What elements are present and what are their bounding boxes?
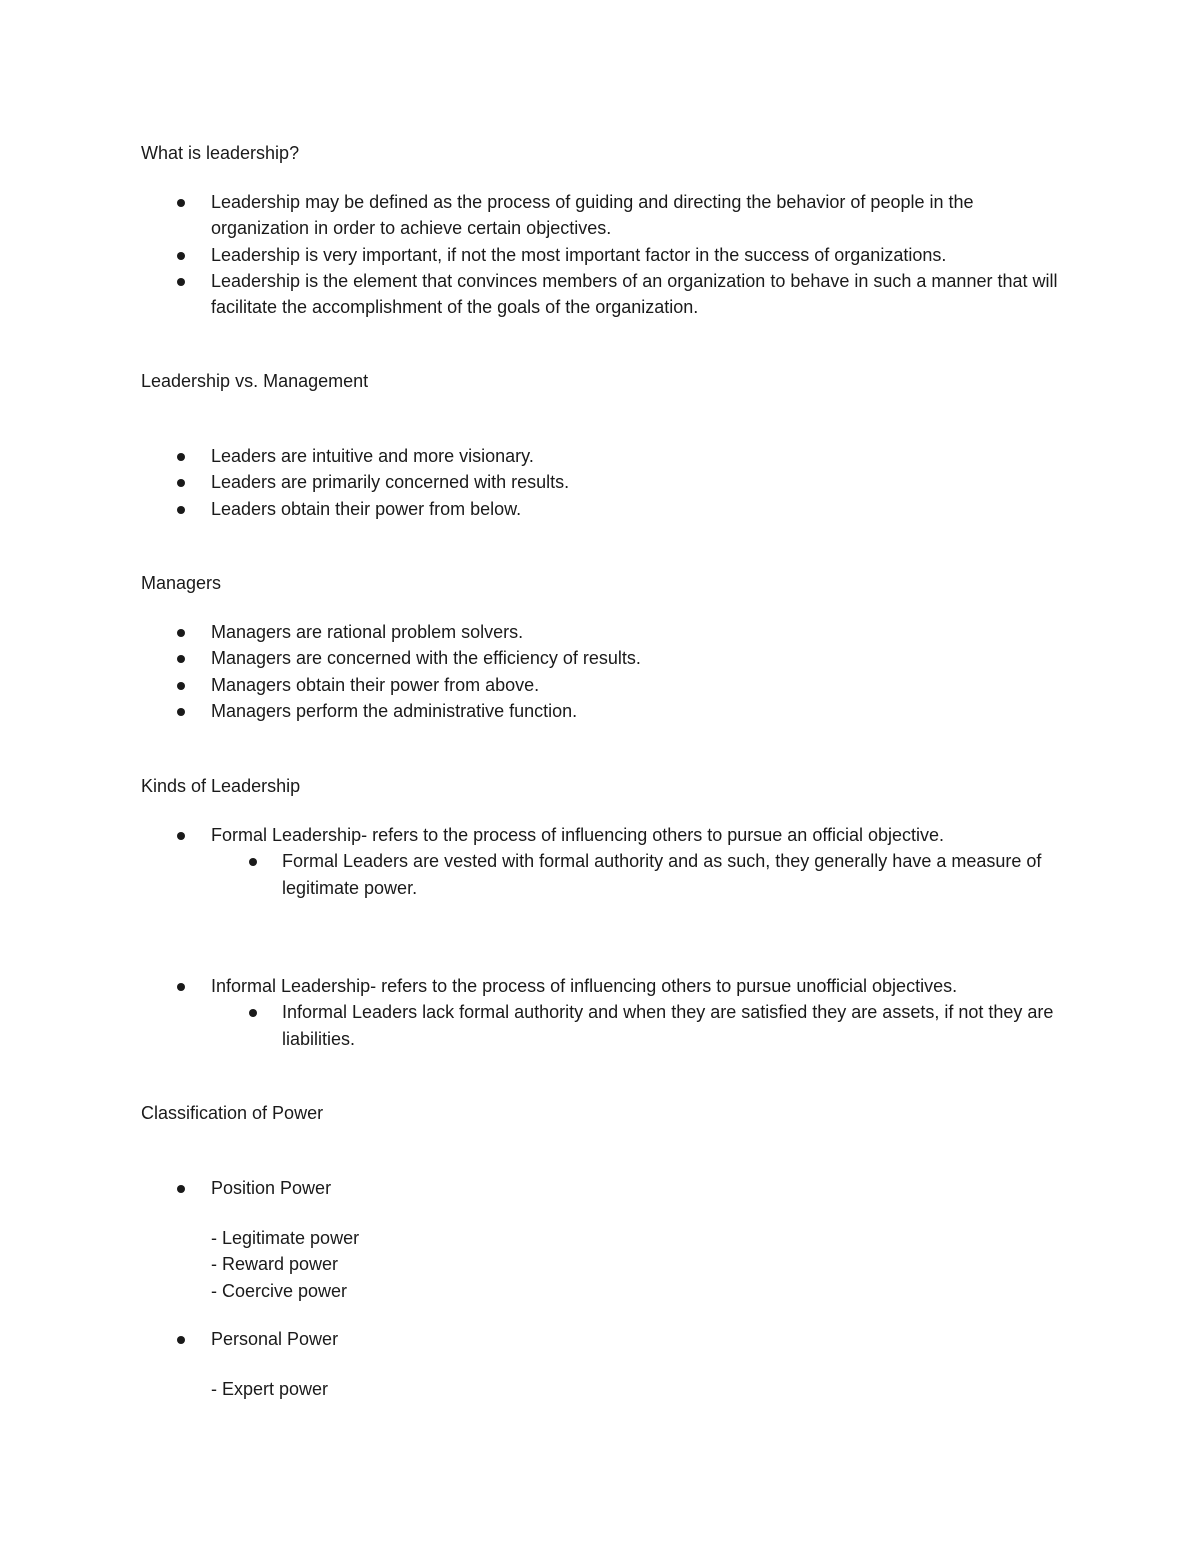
- list-item-formal-leadership: Formal Leadership- refers to the process of influencing others to pursue an official objective.: [0, 822, 1200, 848]
- sub-list-item-formal-leaders: Formal Leaders are vested with formal authority and as such, they generally have a measure of legitimate power.: [0, 848, 1200, 901]
- leadership-definition-list: [0, 189, 1200, 320]
- power-type-item: - Coercive power: [211, 1280, 348, 1301]
- power-type-item: - Expert power: [211, 1379, 329, 1399]
- list-item: Leadership is the element that convinces members of an organization to behave in such a manner that will facilitate the accomplishment of the goals of the organization.: [0, 268, 1200, 321]
- section-heading-leadership-vs-management: Leadership vs. Management: [141, 371, 369, 391]
- position-power-types: [211, 1225, 359, 1304]
- list-item: Managers are rational problem solvers.: [0, 619, 1200, 645]
- position-power-list: [0, 1175, 1200, 1201]
- list-item: Managers obtain their power from above.: [0, 672, 1200, 698]
- personal-power-list: [0, 1326, 1200, 1352]
- list-item: Leadership may be defined as the process of guiding and directing the behavior of people in the organization in order to achieve certain objectives.: [0, 189, 1200, 242]
- list-item-personal-power: Personal Power: [0, 1326, 1200, 1352]
- power-type-item: - Legitimate power: [211, 1228, 360, 1248]
- list-item-informal-leadership: Informal Leadership- refers to the process of influencing others to pursue unofficial objectives.: [0, 973, 1200, 999]
- section-heading-what-is-leadership: What is leadership?: [141, 143, 300, 163]
- managers-traits-list: [0, 619, 1200, 724]
- section-heading-classification-of-power: Classification of Power: [141, 1103, 324, 1123]
- list-item: Leaders are primarily concerned with results.: [0, 469, 1200, 495]
- list-item: Leaders are intuitive and more visionary.: [0, 443, 1200, 469]
- list-item: Managers are concerned with the efficiency of results.: [0, 645, 1200, 671]
- personal-power-types: [211, 1376, 328, 1402]
- sub-list-item-informal-leaders: Informal Leaders lack formal authority and when they are satisfied they are assets, if not they are liabilities.: [0, 999, 1200, 1052]
- formal-leadership-list: [0, 822, 1200, 901]
- list-item: Leadership is very important, if not the most important factor in the success of organizations.: [0, 242, 1200, 268]
- list-item: Managers perform the administrative function.: [0, 698, 1200, 724]
- list-item: Leaders obtain their power from below.: [0, 496, 1200, 522]
- power-type-item: - Reward power: [211, 1254, 339, 1275]
- section-heading-kinds-of-leadership: Kinds of Leadership: [141, 776, 301, 796]
- leaders-traits-list: [0, 443, 1200, 522]
- informal-leadership-list: [0, 973, 1200, 1052]
- list-item-position-power: Position Power: [0, 1175, 1200, 1201]
- section-heading-managers: Managers: [141, 573, 222, 593]
